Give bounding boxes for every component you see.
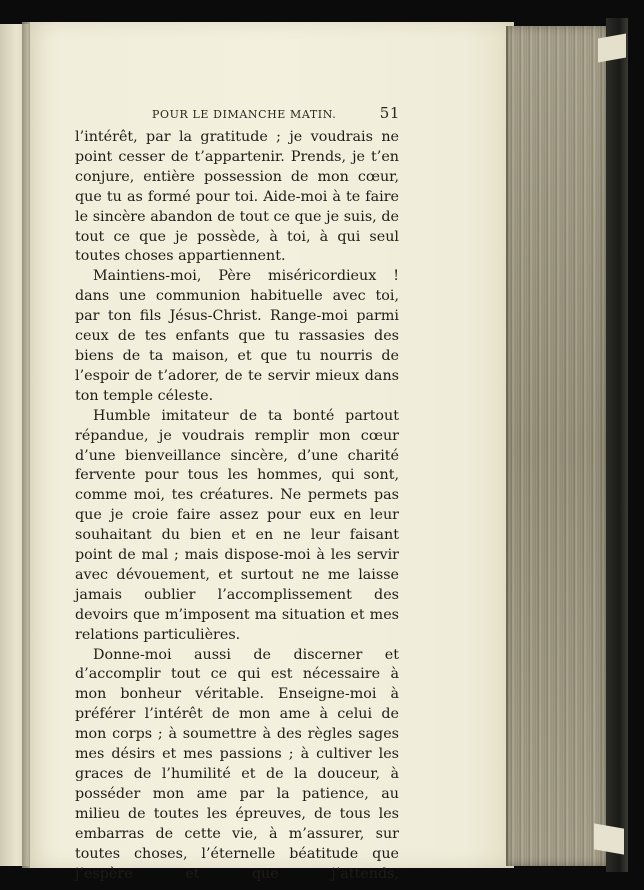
body-text [75, 128, 399, 884]
page-number: 51 [379, 104, 400, 122]
paragraph-1: l’intérêt, par la gratitude ; je voudrais ne point cesser de t’appartenir. Prends, je t’en conjure, entière possession de mon cœur, que tu as formé pour toi. Aide-moi à te faire le sincère abandon de tout ce que je suis, de tout ce que je possède, à toi, à qui seul toutes choses appartiennent. [75, 129, 399, 265]
running-title: POUR LE DIMANCHE MATIN. [152, 108, 337, 121]
page-header [152, 106, 402, 126]
page-fore-edge [506, 26, 612, 866]
paragraph-4: Donne-moi aussi de discerner et d’accomplir tout ce qui est nécessaire à mon bonheur véritable. Enseigne-moi à préférer l’intérêt de mon ame à celui de mon corps ; à soumettre à des règles sages mes désirs et mes passions ; à cultiver les graces de l’humilité et de la douceur, à posséder mon ame par la patience, au milieu de toutes les épreuves, de tous les embarras de cette vie, à m’assurer, sur toutes choses, l’éternelle béatitude que j’espère et que j’attends, [75, 646, 399, 882]
cover-corner-bottom [594, 823, 624, 854]
paragraph-3: Humble imitateur de ta bonté partout répandue, je voudrais remplir mon cœur d’une bienveillance sincère, d’une charité fervente pour tous les hommes, qui sont, comme moi, tes créatures. Ne permets pas que je croie faire assez pour eux en leur souhaitant du bien et en ne leur faisant point de mal ; mais dispose-moi à les servir avec dévouement, et surtout ne me laisse jamais oublier l’accomplissement des devoirs que m’imposent ma situation et mes relations particulières. [75, 407, 399, 643]
paragraph-2: Maintiens-moi, Père miséricordieux ! dans une communion habituelle avec toi, par ton fils Jésus-Christ. Range-moi parmi ceux de tes enfants que tu rassasies des biens de ta maison, et que tu nourris de l’espoir de t’adorer, de te servir mieux dans ton temple céleste. [75, 268, 399, 404]
book-cover-edge [606, 18, 628, 872]
cover-corner-top [598, 34, 626, 63]
